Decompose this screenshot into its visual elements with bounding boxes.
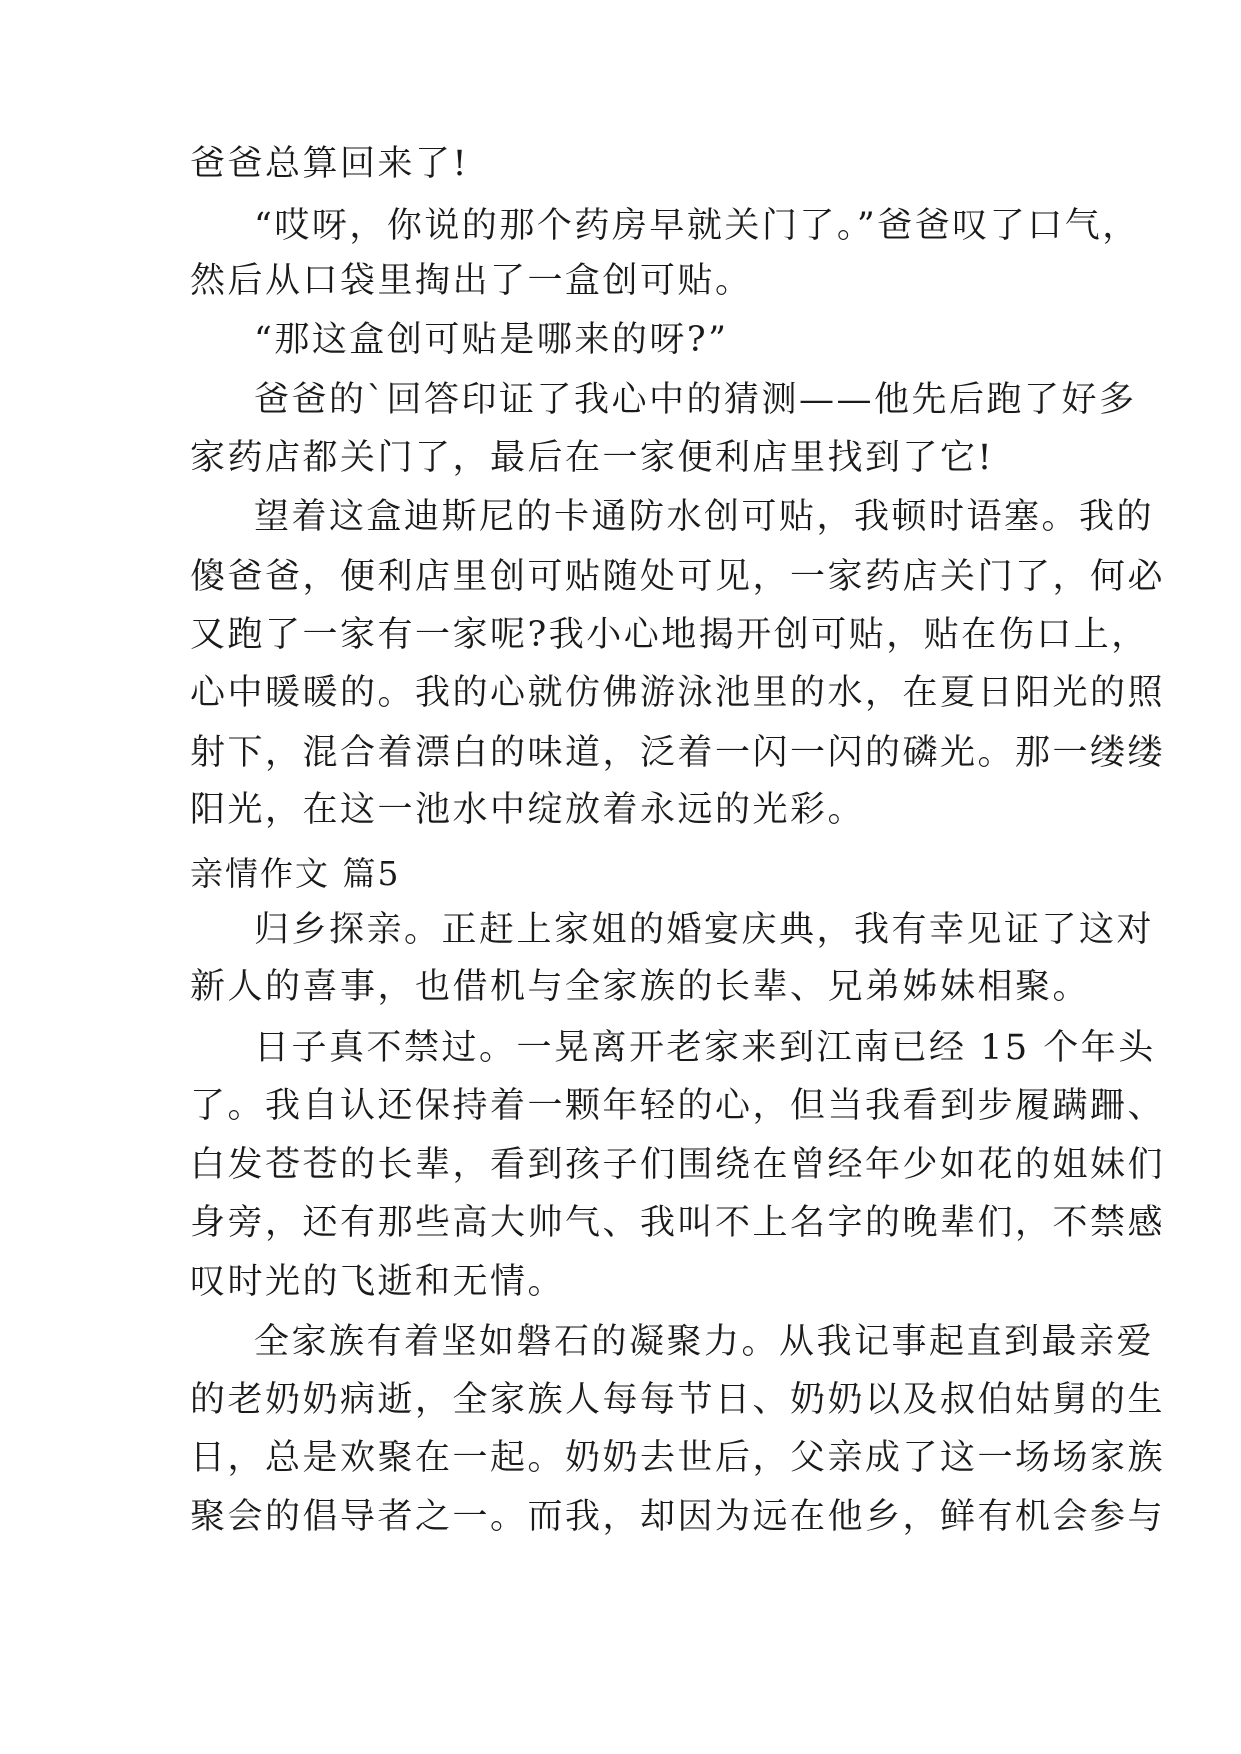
text-line: 射下，混合着漂白的味道，泛着一闪一闪的磷光。那一缕缕 [190,733,1166,773]
text-line: 聚会的倡导者之一。而我，却因为远在他乡，鲜有机会参与 [190,1497,1166,1537]
text-line: 然后从口袋里掏出了一盒创可贴。 [190,261,753,301]
text-line: 身旁，还有那些高大帅气、我叫不上名字的晚辈们，不禁感 [190,1203,1166,1243]
text-line: 白发苍苍的长辈，看到孩子们围绕在曾经年少如花的姐妹们 [190,1145,1166,1185]
text-line: 的老奶奶病逝，全家族人每每节日、奶奶以及叔伯姑舅的生 [190,1380,1166,1420]
text-line: 了。我自认还保持着一颗年轻的心，但当我看到步履蹒跚、 [190,1086,1166,1126]
text-line: 日子真不禁过。一晃离开老家来到江南已经 15 个年头 [254,1028,1156,1068]
text-line: 心中暖暖的。我的心就仿佛游泳池里的水，在夏日阳光的照 [190,673,1166,713]
text-line: 爸爸总算回来了! [190,144,470,184]
text-line: 家药店都关门了，最后在一家便利店里找到了它! [190,438,995,478]
text-line: 新人的喜事，也借机与全家族的长辈、兄弟姊妹相聚。 [190,967,1091,1007]
text-line: 日，总是欢聚在一起。奶奶去世后，父亲成了这一场场家族 [190,1438,1166,1478]
text-line: “哎呀，你说的那个药房早就关门了。”爸爸叹了口气， [254,206,1140,246]
section-heading: 亲情作文 篇5 [190,854,401,893]
text-line: 望着这盒迪斯尼的卡通防水创可贴，我顿时语塞。我的 [254,497,1155,537]
text-line: 叹时光的飞逝和无情。 [190,1262,566,1302]
text-line: “那这盒创可贴是哪来的呀?” [254,320,729,360]
text-line: 傻爸爸，便利店里创可贴随处可见，一家药店关门了，何必 [190,557,1166,597]
text-line: 归乡探亲。正赶上家姐的婚宴庆典，我有幸见证了这对 [254,910,1155,950]
text-line: 阳光，在这一池水中绽放着永远的光彩。 [190,790,866,830]
text-line: 爸爸的`回答印证了我心中的猜测——他先后跑了好多 [254,380,1137,420]
text-line: 全家族有着坚如磐石的凝聚力。从我记事起直到最亲爱 [254,1322,1155,1362]
text-line: 又跑了一家有一家呢?我小心地揭开创可贴，贴在伤口上， [190,615,1149,655]
